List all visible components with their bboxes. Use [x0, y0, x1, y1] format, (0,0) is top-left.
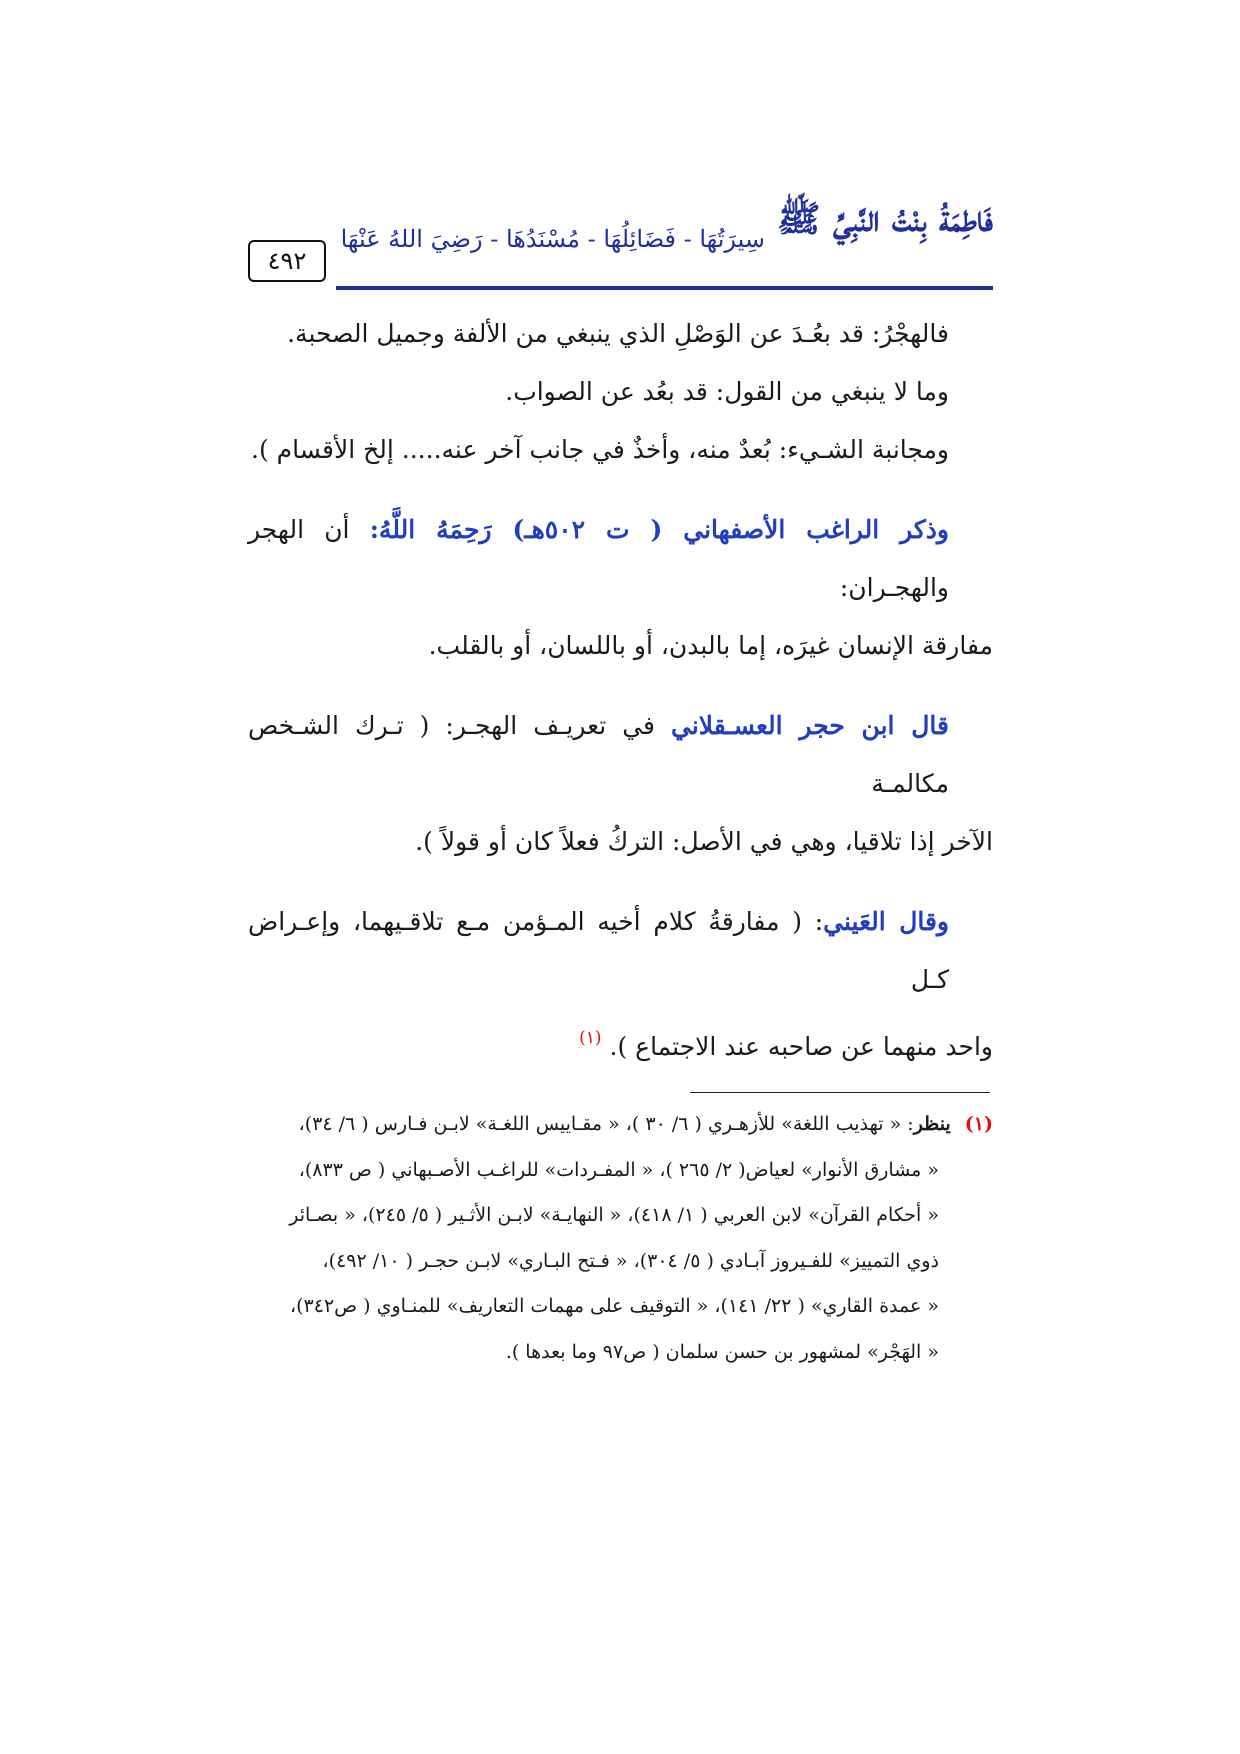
- footnote-line: « عمدة القاري» ( ٢٢/ ١٤١)، « التوقيف على مهمات التعاريف» للمنـاوي ( ص٣٤٢)،: [289, 1295, 939, 1317]
- paragraph-text: واحد منهما عن صاحبه عند الاجتماع ).: [609, 1032, 993, 1061]
- paragraph: [248, 697, 993, 813]
- footnote-reference[interactable]: (١): [579, 1028, 602, 1048]
- paragraph-gap: [248, 479, 993, 501]
- paragraph: [248, 893, 993, 1009]
- scholar-name: قال ابن حجر العسـقلاني: [671, 711, 949, 740]
- footnote-lead: ينظر: [913, 1113, 951, 1135]
- footnote-separator: [690, 1092, 990, 1093]
- footnote-line: « مشارق الأنوار» لعياض( ٢/ ٢٦٥ )، « المفـردات» للراغـب الأصـبهاني ( ص ٨٣٣)،: [298, 1158, 939, 1181]
- paragraph: [248, 501, 993, 617]
- paragraph: الآخر إذا تلاقيا، وهي في الأصل: التركُ فعلاً كان أو قولاً ).: [415, 827, 993, 856]
- footnote-number: (١): [964, 1113, 993, 1135]
- page-number: ٤٩٢: [248, 240, 326, 282]
- paragraph-gap: [248, 675, 993, 697]
- main-text: [248, 305, 993, 1076]
- paragraph: ومجانبة الشـيء: بُعدٌ منه، وأخذٌ في جانب آخر عنه..... إلخ الأقسام ).: [251, 435, 949, 464]
- footnote-line: « أحكام القرآن» لابن العربي ( ١/ ٤١٨)، « النهايـة» لابـن الأثـير ( ٥/ ٢٤٥)، « بصـائر: [289, 1204, 939, 1226]
- scholar-name: وقال العَيني: [823, 907, 949, 936]
- paragraph-text: أن الهجر والهجـران:: [248, 515, 949, 602]
- footnote-text: : « تهذيب اللغة» للأزهـري ( ٦/ ٣٠ )، « مقـاييس اللغـة» لابـن فـارس ( ٦/ ٣٤)،: [298, 1113, 914, 1135]
- paragraph: وما لا ينبغي من القول: قد بعُد عن الصواب.: [505, 377, 949, 406]
- footnote-line: « الهَجْر» لمشهور بن حسن سلمان ( ص٩٧ وما بعدها ).: [505, 1340, 939, 1363]
- footnotes: [248, 1102, 993, 1375]
- paragraph-gap: [248, 871, 993, 893]
- paragraph: فالهجْرُ: قد بعُـدَ عن الوَصْلِ الذي ينبغي من الألفة وجميل الصحبة.: [287, 319, 949, 348]
- footnote-line: ذوي التمييز» للفـيروز آبـادي ( ٥/ ٣٠٤)، « فـتح البـاري» لابـن حجـر ( ١٠/ ٤٩٢)،: [322, 1249, 939, 1272]
- running-title: فَاطِمَةُ بِنْتُ النَّبِيِّ ﷺ: [777, 198, 993, 240]
- header-rule: [336, 286, 993, 290]
- running-subtitle: سِيرَتُهَا - فَضَائِلُهَا - مُسْنَدُهَا - رَضِيَ اللهُ عَنْهَا: [340, 225, 765, 253]
- paragraph-text: : ( مفارقةُ كلام أخيه المـؤمن مـع تلاقـيهما، وإعـراض كـل: [248, 907, 949, 994]
- scholar-name: وذكر الراغب الأصفهاني ( ت ٥٠٢هـ) رَحِمَهُ اللَّهُ:: [369, 515, 949, 544]
- paragraph: مفارقة الإنسان غيرَه، إما بالبدن، أو باللسان، أو بالقلب.: [428, 631, 993, 660]
- paragraph: [248, 1009, 993, 1076]
- paragraph-text: في تعريـف الهجـر: ( تـرك الشـخص مكالمـة: [248, 711, 949, 798]
- page-header: [248, 185, 993, 290]
- footnote-line: [248, 1102, 993, 1148]
